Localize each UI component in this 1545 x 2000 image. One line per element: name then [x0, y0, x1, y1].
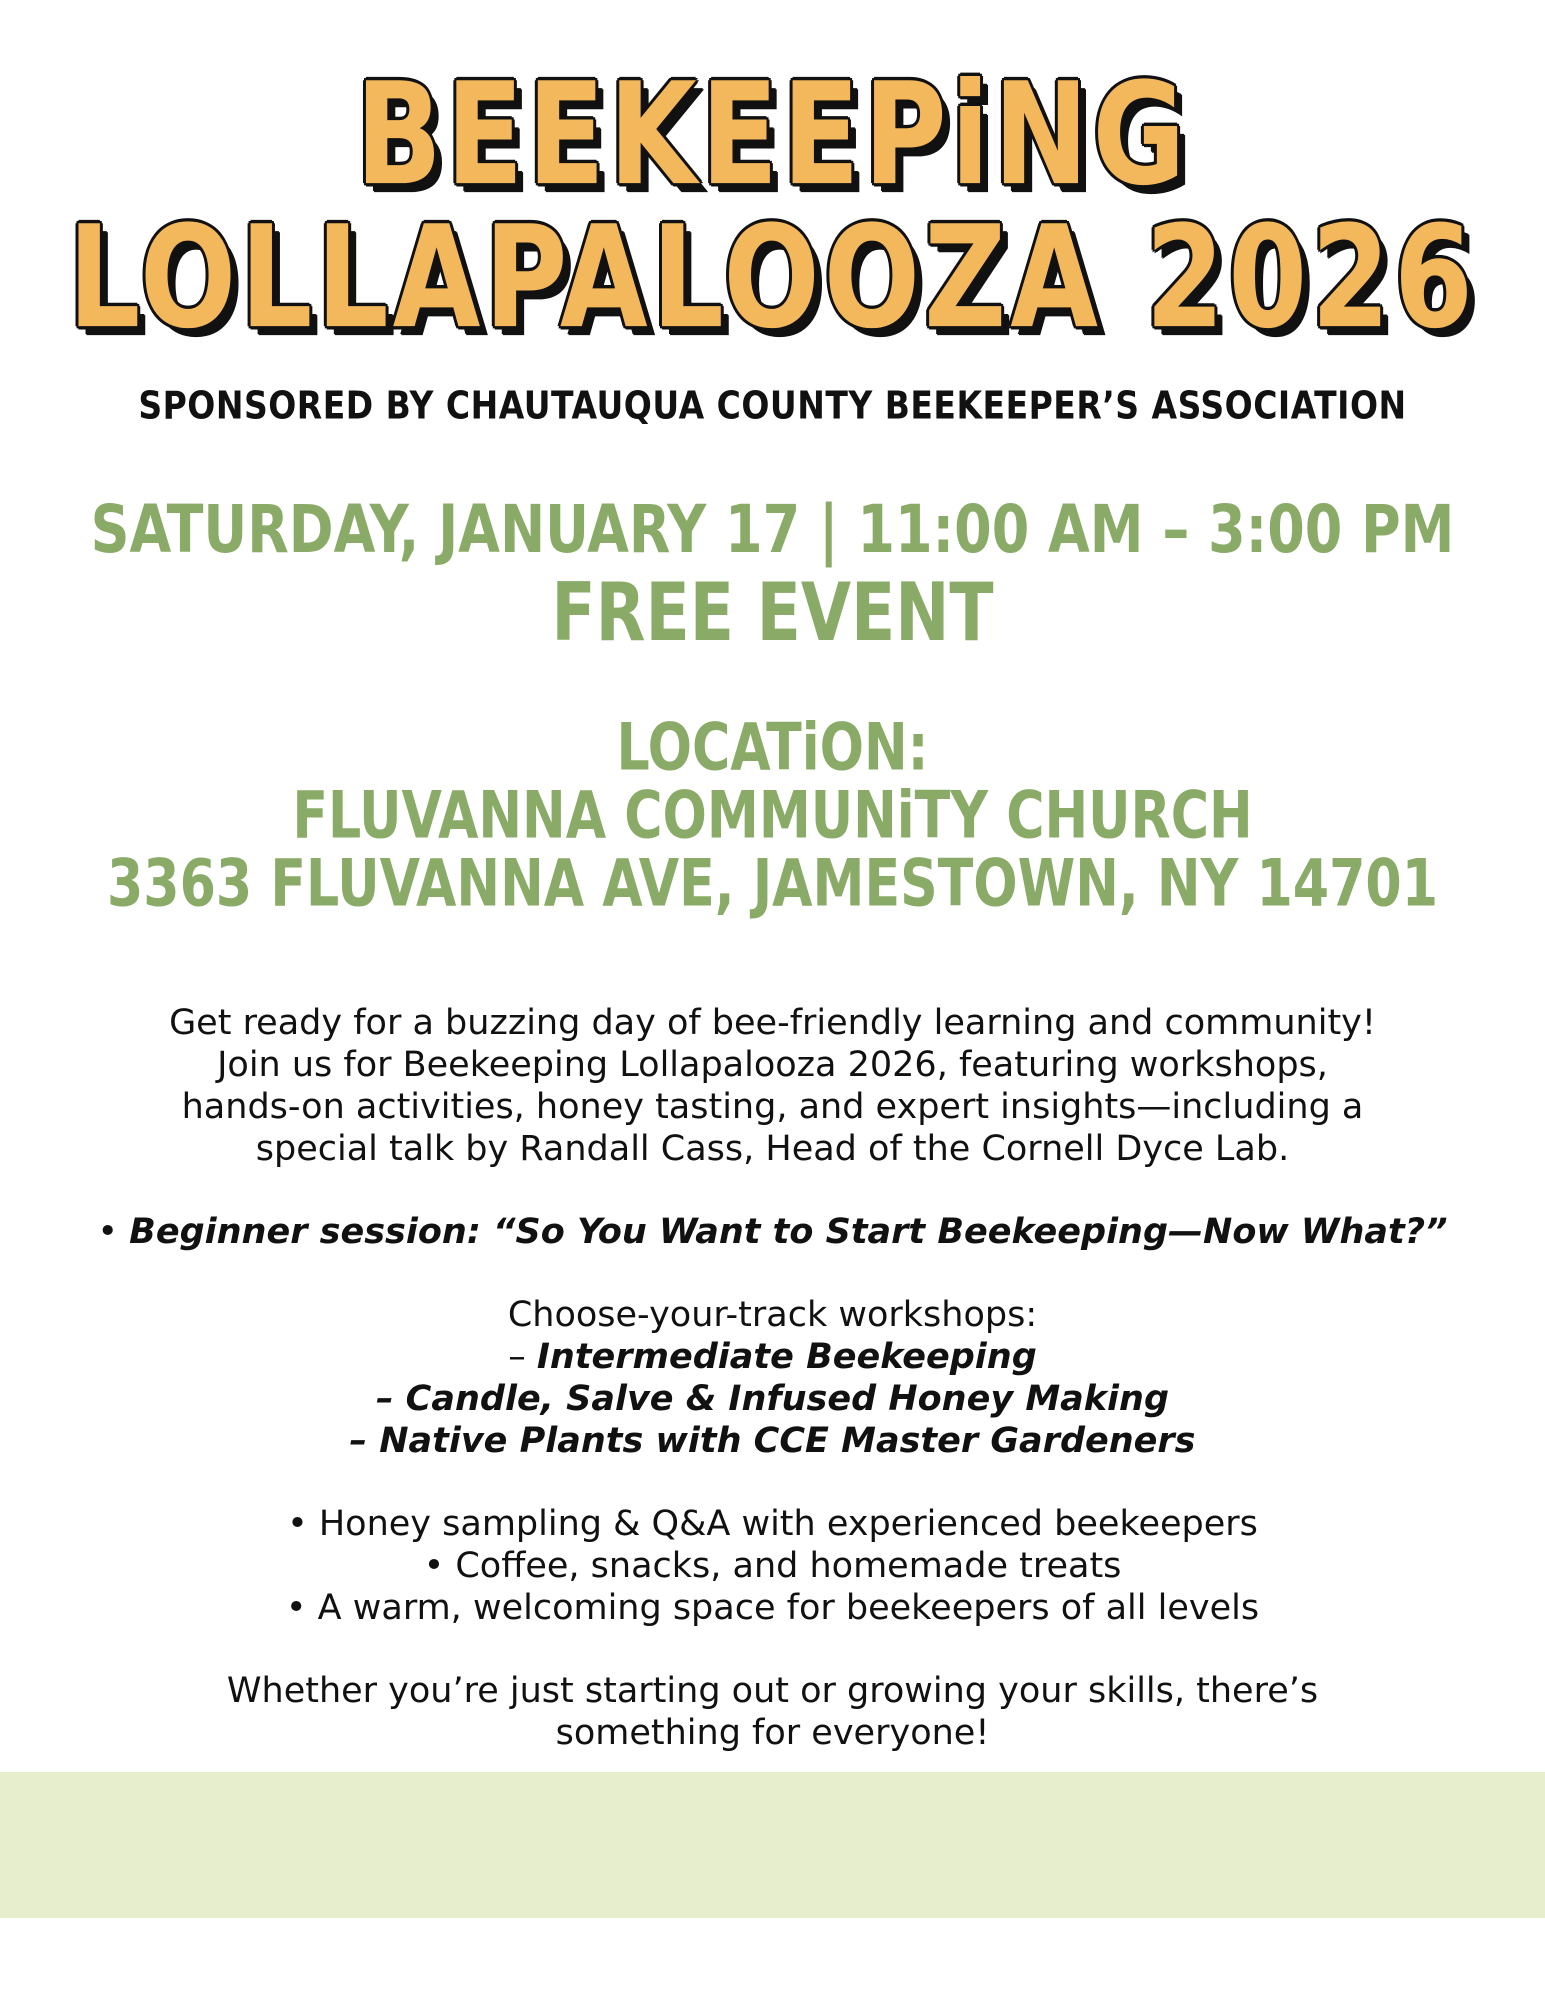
intro-line-4: special talk by Randall Cass, Head of the Cornell Dyce Lab.	[255, 1129, 1290, 1169]
workshops-heading: Choose-your-track workshops:	[507, 1295, 1038, 1335]
dash: –	[508, 1337, 537, 1377]
beginner-session-text: Beginner session: “So You Want to Start Beekeeping—Now What?”	[129, 1212, 1448, 1252]
workshop-item: – Native Plants with CCE Master Gardeners	[349, 1421, 1196, 1461]
event-date-time: SATURDAY, JANUARY 17 | 11:00 AM – 3:00 PM	[90, 491, 1455, 569]
highlight-item: • Honey sampling & Q&A with experienced beekeepers	[287, 1504, 1258, 1544]
workshop-item: – Candle, Salve & Infused Honey Making	[375, 1379, 1170, 1419]
workshop-item-text: Intermediate Beekeeping	[536, 1337, 1037, 1377]
event-price: FREE EVENT	[551, 564, 994, 660]
beginner-session	[0, 1211, 1545, 1253]
location-venue: FLUVANNA COMMUNiTY CHURCH	[292, 776, 1253, 854]
sponsor-line: SPONSORED BY CHAUTAUQUA COUNTY BEEKEEPER’S ASSOCIATION	[138, 383, 1407, 428]
title-line-1: BEEKEEPiNG	[355, 52, 1190, 217]
highlight-item: • A warm, welcoming space for beekeepers of all levels	[285, 1588, 1260, 1628]
intro-line-2: Join us for Beekeeping Lollapalooza 2026, featuring workshops,	[217, 1045, 1328, 1085]
footer-band	[0, 1772, 1545, 1918]
workshop-item	[0, 1336, 1545, 1378]
highlight-item: • Coffee, snacks, and homemade treats	[423, 1546, 1122, 1586]
title-line-2: LOLLAPALOOZA 2026	[68, 195, 1477, 360]
closing-line-2: something for everyone!	[555, 1713, 990, 1753]
location-label: LOCATiON:	[616, 708, 929, 786]
intro-line-3: hands-on activities, honey tasting, and expert insights—including a	[181, 1087, 1364, 1127]
intro-line-1: Get ready for a buzzing day of bee-friendly learning and community!	[169, 1003, 1376, 1043]
bullet: •	[97, 1212, 130, 1252]
location-address: 3363 FLUVANNA AVE, JAMESTOWN, NY 14701	[106, 844, 1439, 922]
closing-line-1: Whether you’re just starting out or growing your skills, there’s	[226, 1671, 1319, 1711]
